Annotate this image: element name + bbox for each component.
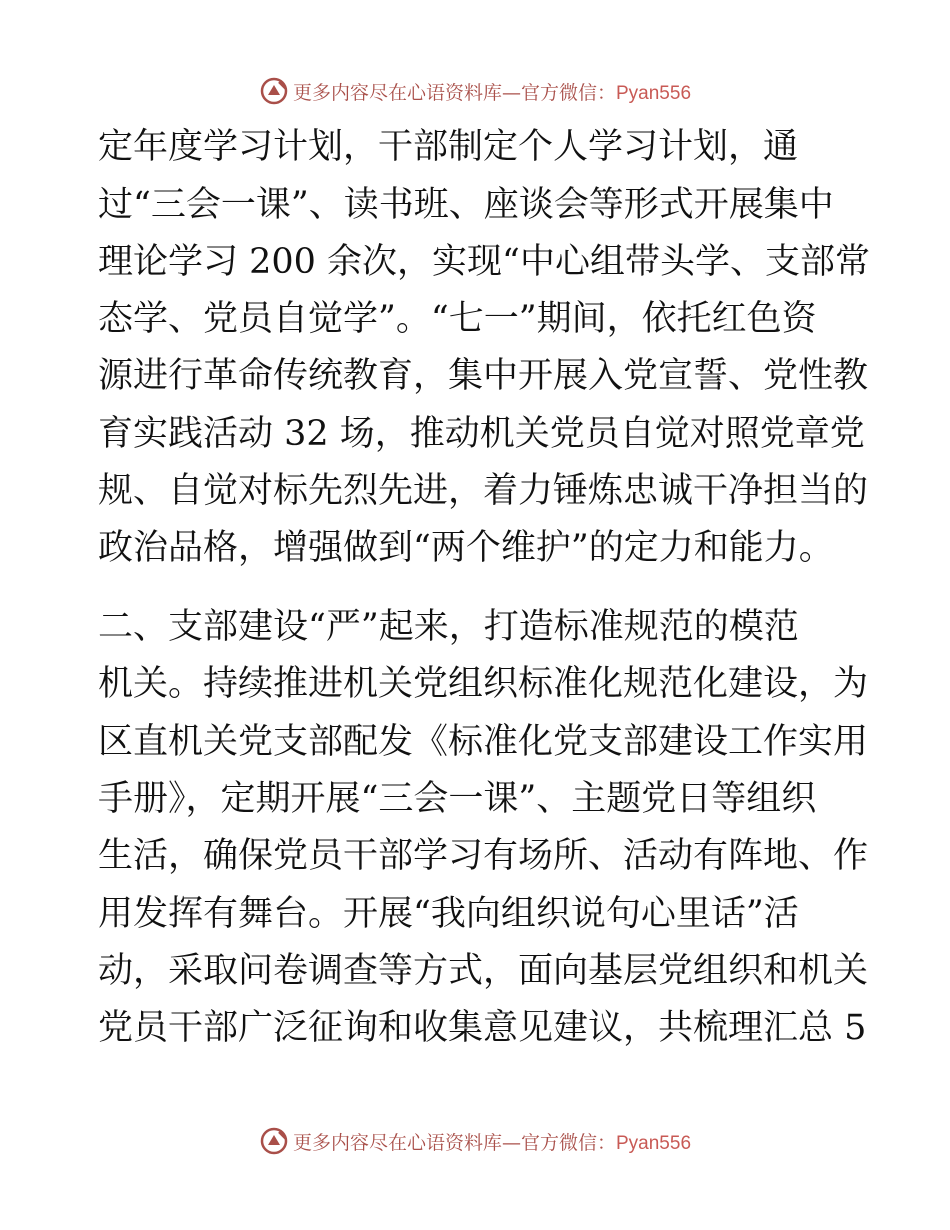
body-line: 党员干部广泛征询和收集意见建议，共梳理汇总 5 <box>98 1008 867 1048</box>
body-line: 区直机关党支部配发《标准化党支部建设工作实用 <box>98 722 869 762</box>
body-line: 过“三会一课”、读书班、座谈会等形式开展集中 <box>98 185 834 225</box>
body-line: 理论学习 200 余次，实现“中心组带头学、支部常 <box>98 242 870 282</box>
body-line: 定年度学习计划，干部制定个人学习计划，通 <box>98 127 799 167</box>
body-line: 规、自觉对标先烈先进，着力锤炼忠诚干净担当的 <box>98 471 869 511</box>
header-watermark <box>0 76 950 111</box>
body-line: 手册》，定期开展“三会一课”、主题党日等组织 <box>98 779 817 819</box>
seal-logo-icon <box>259 76 289 111</box>
body-line: 用发挥有舞台。开展“我向组织说句心里话”活 <box>98 894 799 934</box>
watermark-label: 官方微信： <box>520 1132 616 1154</box>
seal-logo-icon <box>259 1126 289 1161</box>
watermark-text: 更多内容尽在心语资料库 <box>292 1132 502 1154</box>
section-heading-line: 二、支部建设“严”起来，打造标准规范的模范 <box>98 607 799 647</box>
body-line: 生活，确保党员干部学习有场所、活动有阵地、作 <box>98 836 869 876</box>
body-line: 育实践活动 32 场，推动机关党员自觉对照党章党 <box>98 414 865 454</box>
watermark-separator: — <box>501 1132 521 1154</box>
body-line: 动，采取问卷调查等方式，面向基层党组织和机关 <box>98 951 869 991</box>
watermark-label: 官方微信： <box>520 82 616 104</box>
body-line: 源进行革命传统教育，集中开展入党宣誓、党性教 <box>98 356 869 396</box>
watermark-text: 更多内容尽在心语资料库 <box>292 82 502 104</box>
body-line: 政治品格，增强做到“两个维护”的定力和能力。 <box>98 528 834 568</box>
watermark-wechat-id: Pyan556 <box>616 1133 692 1154</box>
body-line: 机关。持续推进机关党组织标准化规范化建设，为 <box>98 664 869 704</box>
footer-watermark <box>0 1126 950 1161</box>
watermark-wechat-id: Pyan556 <box>616 83 692 104</box>
body-line: 态学、党员自觉学”。“七一”期间，依托红色资 <box>98 299 817 339</box>
watermark-separator: — <box>501 82 521 104</box>
